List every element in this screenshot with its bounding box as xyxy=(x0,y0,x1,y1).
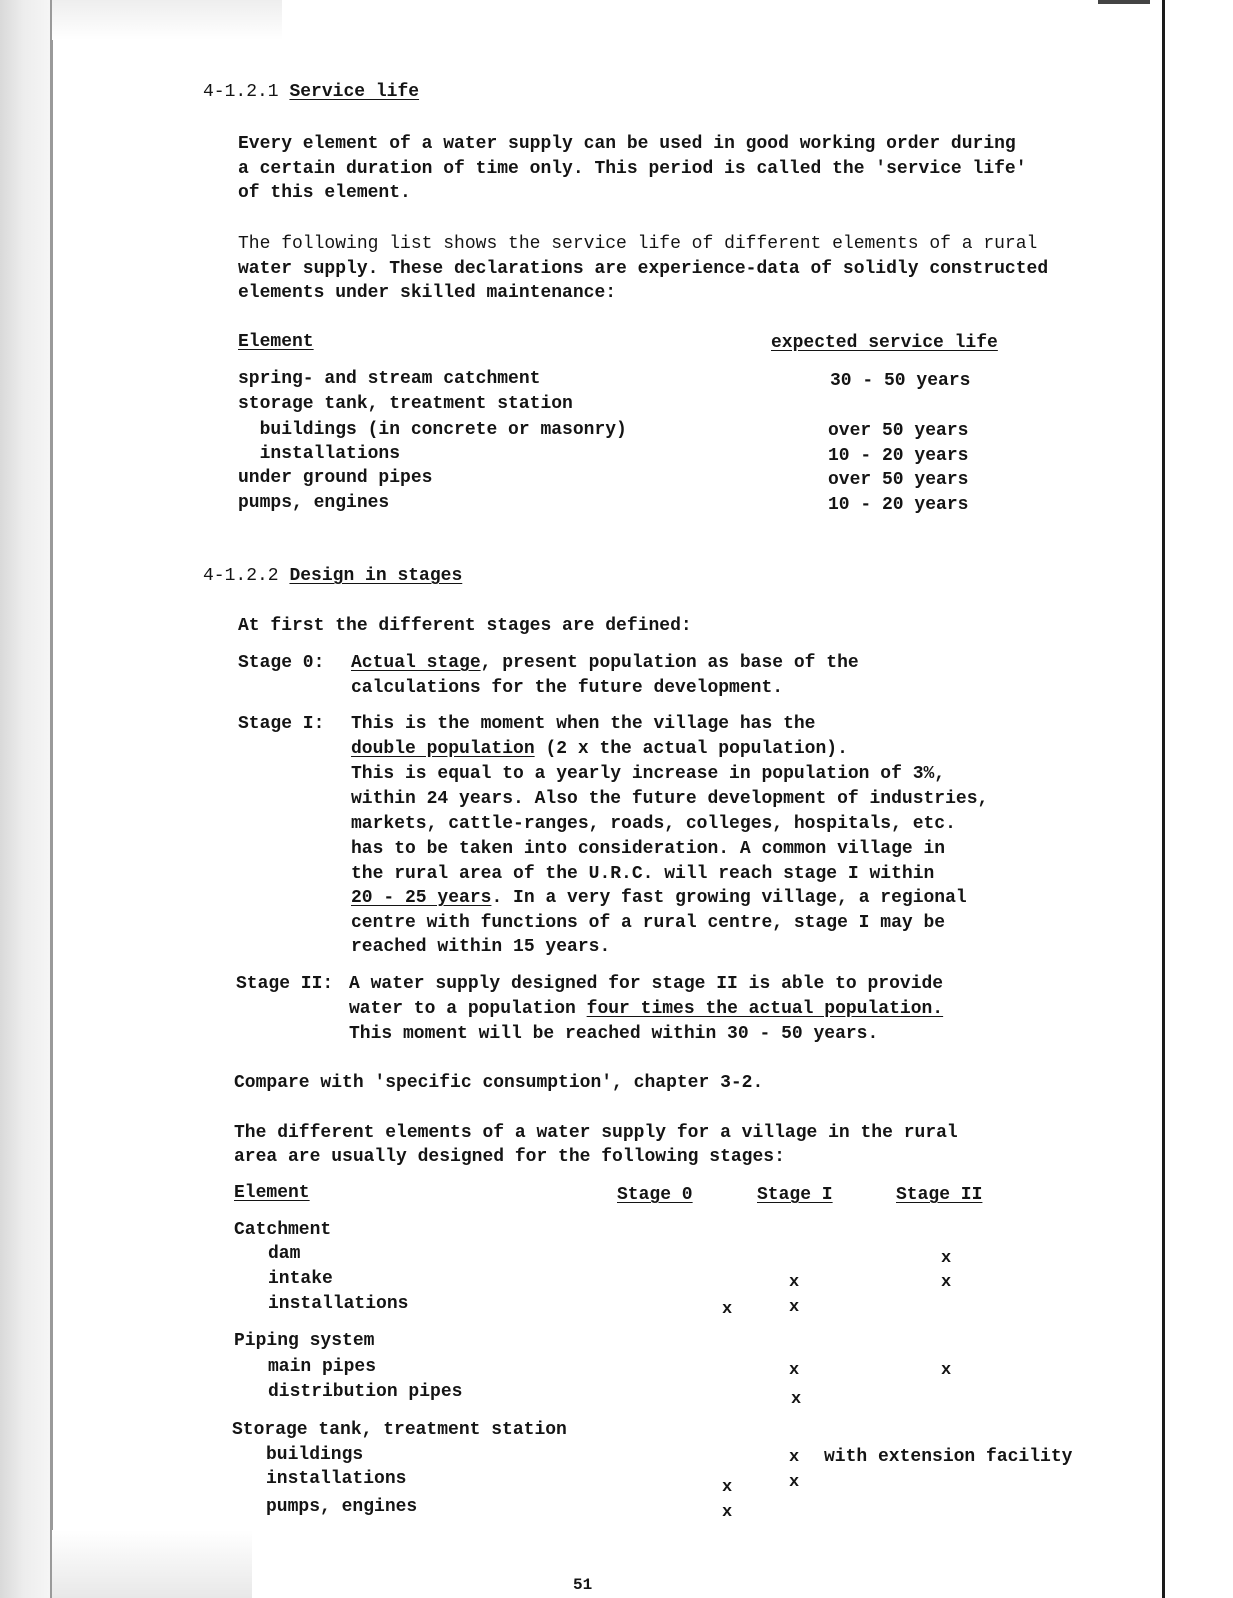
paragraph-line: The following list shows the service life of different elements of a rural xyxy=(238,234,1038,254)
stage-note: with extension facility xyxy=(824,1447,1073,1467)
stage-2-label: Stage II: xyxy=(236,974,334,994)
table-row-life: over 50 years xyxy=(828,421,969,441)
compare-line: Compare with 'specific consumption', chapter 3-2. xyxy=(234,1073,764,1093)
stage-1-line: within 24 years. Also the future development of industries, xyxy=(351,789,989,809)
table-row-element: under ground pipes xyxy=(238,468,433,488)
section-heading-service-life xyxy=(203,80,419,105)
paragraph-line: area are usually designed for the following stages: xyxy=(234,1147,785,1167)
paragraph-line: water supply. These declarations are experience-data of solidly constructed xyxy=(238,259,1049,279)
stage-2-text: water to a population xyxy=(349,999,587,1019)
stage-mark: x xyxy=(722,1300,733,1319)
stage-1-text: (2 x the actual population). xyxy=(534,739,848,759)
actual-stage-term: Actual stage xyxy=(351,653,481,673)
stage-table-header-stage-2: Stage II xyxy=(896,1185,983,1205)
scan-smudge-top xyxy=(52,0,282,40)
table-row-element: spring- and stream catchment xyxy=(238,369,541,389)
section-number: 4-1.2.1 xyxy=(203,82,279,102)
stage-2-line xyxy=(349,997,943,1022)
stage-mark: x xyxy=(941,1249,952,1268)
stage-item-name: installations xyxy=(268,1294,409,1314)
page-number: 51 xyxy=(573,1576,593,1594)
stage-mark: x xyxy=(941,1273,952,1292)
stage-1-line: markets, cattle-ranges, roads, colleges, hospitals, etc. xyxy=(351,814,956,834)
stage-group-name: Storage tank, treatment station xyxy=(232,1420,567,1440)
stage-1-line xyxy=(351,737,848,762)
stage-mark: x xyxy=(789,1361,800,1380)
paragraph-line: The different elements of a water supply for a village in the rural xyxy=(234,1123,958,1143)
table-row-life: over 50 years xyxy=(828,470,969,490)
stage-item-name: intake xyxy=(268,1269,333,1289)
section-heading-design-in-stages xyxy=(203,564,462,589)
stage-table-header-element: Element xyxy=(234,1183,310,1203)
stage-0-line xyxy=(351,651,859,676)
stage-mark: x xyxy=(722,1503,733,1522)
scan-edge-right xyxy=(1162,0,1165,1598)
stage-0-text: , present population as base of the xyxy=(480,653,859,673)
paragraph-line: elements under skilled maintenance: xyxy=(238,283,617,303)
scan-corner-mark xyxy=(1098,0,1150,4)
stage-item-name: installations xyxy=(266,1469,407,1489)
section-title: Service life xyxy=(289,82,420,102)
stage-group-name: Piping system xyxy=(234,1331,375,1351)
four-times-term: four times the actual population. xyxy=(586,999,944,1019)
stage-mark: x xyxy=(791,1390,802,1409)
stage-item-name: buildings xyxy=(266,1445,364,1465)
section-title: Design in stages xyxy=(289,566,463,586)
stage-2-line: A water supply designed for stage II is able to provide xyxy=(349,974,944,994)
stage-2-line: This moment will be reached within 30 - 50 years. xyxy=(349,1024,879,1044)
paragraph-line: a certain duration of time only. This period is called the 'service life' xyxy=(238,159,1027,179)
scan-edge-left xyxy=(50,0,53,1598)
table-row-life: 10 - 20 years xyxy=(828,495,969,515)
table-row-life: 30 - 50 years xyxy=(830,371,971,391)
scan-smudge-bottom xyxy=(52,1530,252,1598)
stage-0-label: Stage 0: xyxy=(238,653,325,673)
stage-1-line: centre with functions of a rural centre, stage I may be xyxy=(351,913,946,933)
table-row-element: pumps, engines xyxy=(238,493,390,513)
stage-1-line: has to be taken into consideration. A common village in xyxy=(351,839,946,859)
section-number: 4-1.2.2 xyxy=(203,566,279,586)
paragraph-line: Every element of a water supply can be used in good working order during xyxy=(238,134,1016,154)
stage-table-header-stage-1: Stage I xyxy=(757,1185,833,1205)
paragraph-line: of this element. xyxy=(238,183,411,203)
stage-1-line: the rural area of the U.R.C. will reach stage I within xyxy=(351,864,935,884)
table-header-service-life: expected service life xyxy=(771,333,998,353)
table-row-life: 10 - 20 years xyxy=(828,446,969,466)
stage-1-line xyxy=(351,886,967,911)
stage-1-line: reached within 15 years. xyxy=(351,937,611,957)
stage-1-line: This is equal to a yearly increase in population of 3%, xyxy=(351,764,946,784)
table-row-element: installations xyxy=(238,444,401,464)
intro-line: At first the different stages are defined: xyxy=(238,616,692,636)
stage-mark: x xyxy=(941,1361,952,1380)
scan-shadow-left xyxy=(0,0,52,1598)
table-header-element: Element xyxy=(238,332,314,352)
table-row-element: storage tank, treatment station xyxy=(238,394,573,414)
stage-item-name: pumps, engines xyxy=(266,1497,418,1517)
stage-item-name: dam xyxy=(268,1244,301,1264)
stage-mark: x xyxy=(789,1473,800,1492)
stage-table-header-stage-0: Stage 0 xyxy=(617,1185,693,1205)
stage-0-line: calculations for the future development. xyxy=(351,678,784,698)
stage-group-name: Catchment xyxy=(234,1220,332,1240)
years-term: 20 - 25 years xyxy=(351,888,492,908)
double-population-term: double population xyxy=(351,739,535,759)
stage-mark: x xyxy=(722,1478,733,1497)
stage-item-name: distribution pipes xyxy=(268,1382,463,1402)
stage-mark: x xyxy=(789,1448,800,1467)
table-row-element: buildings (in concrete or masonry) xyxy=(238,420,627,440)
stage-item-name: main pipes xyxy=(268,1357,377,1377)
stage-1-label: Stage I: xyxy=(238,714,325,734)
stage-1-text: . In a very fast growing village, a regional xyxy=(491,888,967,908)
stage-mark: x xyxy=(789,1273,800,1292)
stage-1-line: This is the moment when the village has the xyxy=(351,714,816,734)
stage-mark: x xyxy=(789,1298,800,1317)
